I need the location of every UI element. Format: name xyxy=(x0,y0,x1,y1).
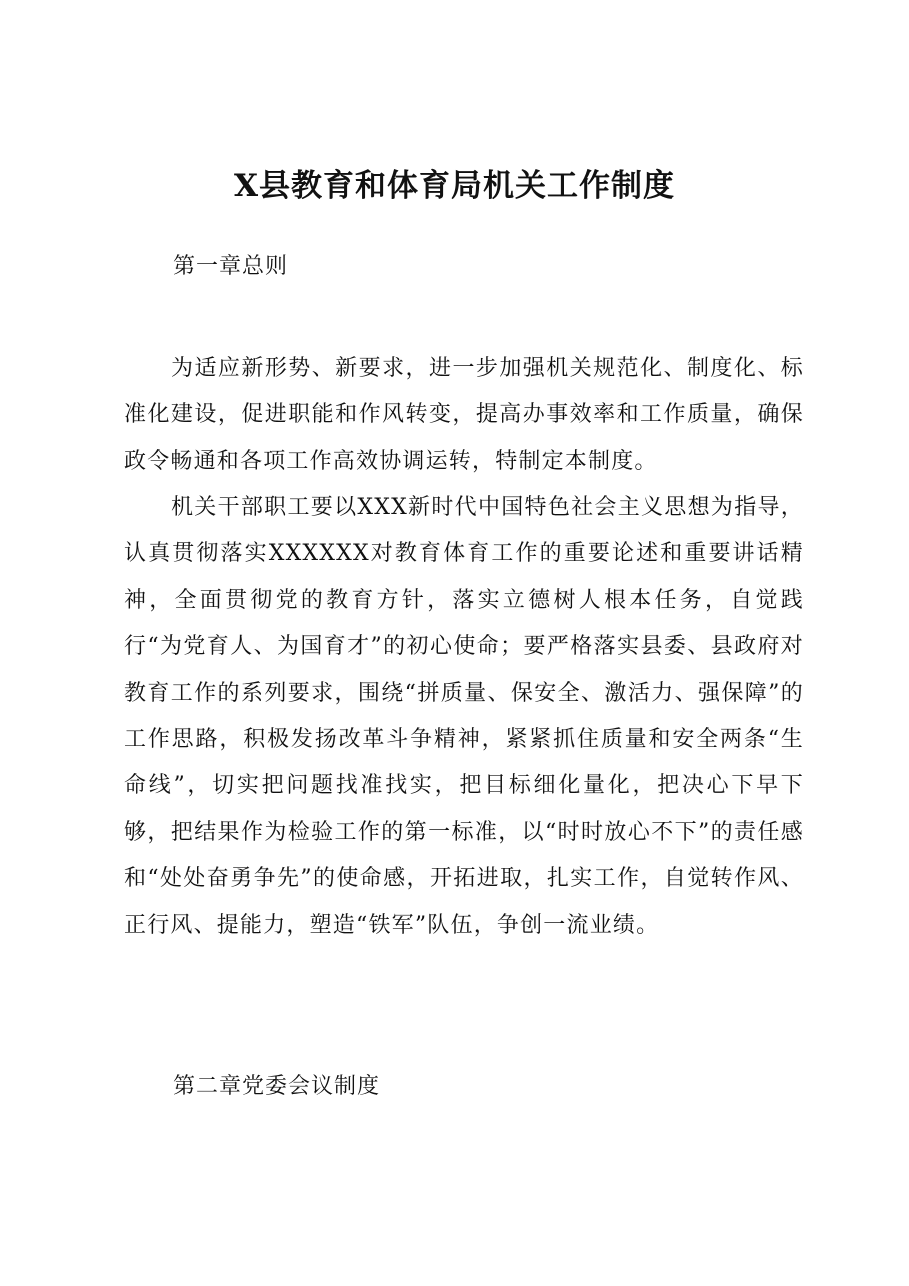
document-title: X县教育和体育局机关工作制度 xyxy=(233,168,676,204)
paragraph-guidance: 机关干部职工要以XXX新时代中国特色社会主义思想为指导，认真贯彻落实XXXXXX对教育体育工作的重要论述和重要讲话精神，全面贯彻党的教育方针，落实立德树人根本任务，自觉践行“为党育人、为国育才”的初心使命；要严格落实县委、县政府对教育工作的系列要求，围绕“拼质量、保安全、激活力、强保障”的工作思路，积极发扬改革斗争精神，紧紧抓住质量和安全两条“生命线”，切实把问题找准找实，把目标细化量化，把决心下早下够，把结果作为检验工作的第一标准，以“时时放心不下”的责任感和“处处奋勇争先”的使命感，开拓进取，扎实工作，自觉转作风、正行风、提能力，塑造“铁军”队伍，争创一流业绩。 xyxy=(124,495,804,938)
chapter-heading-2: 第二章党委会议制度 xyxy=(173,1074,381,1099)
paragraph-purpose: 为适应新形势、新要求，进一步加强机关规范化、制度化、标准化建设，促进职能和作风转变，提高办事效率和工作质量，确保政令畅通和各项工作高效协调运转，特制定本制度。 xyxy=(124,356,804,474)
chapter-heading-1: 第一章总则 xyxy=(173,254,289,279)
